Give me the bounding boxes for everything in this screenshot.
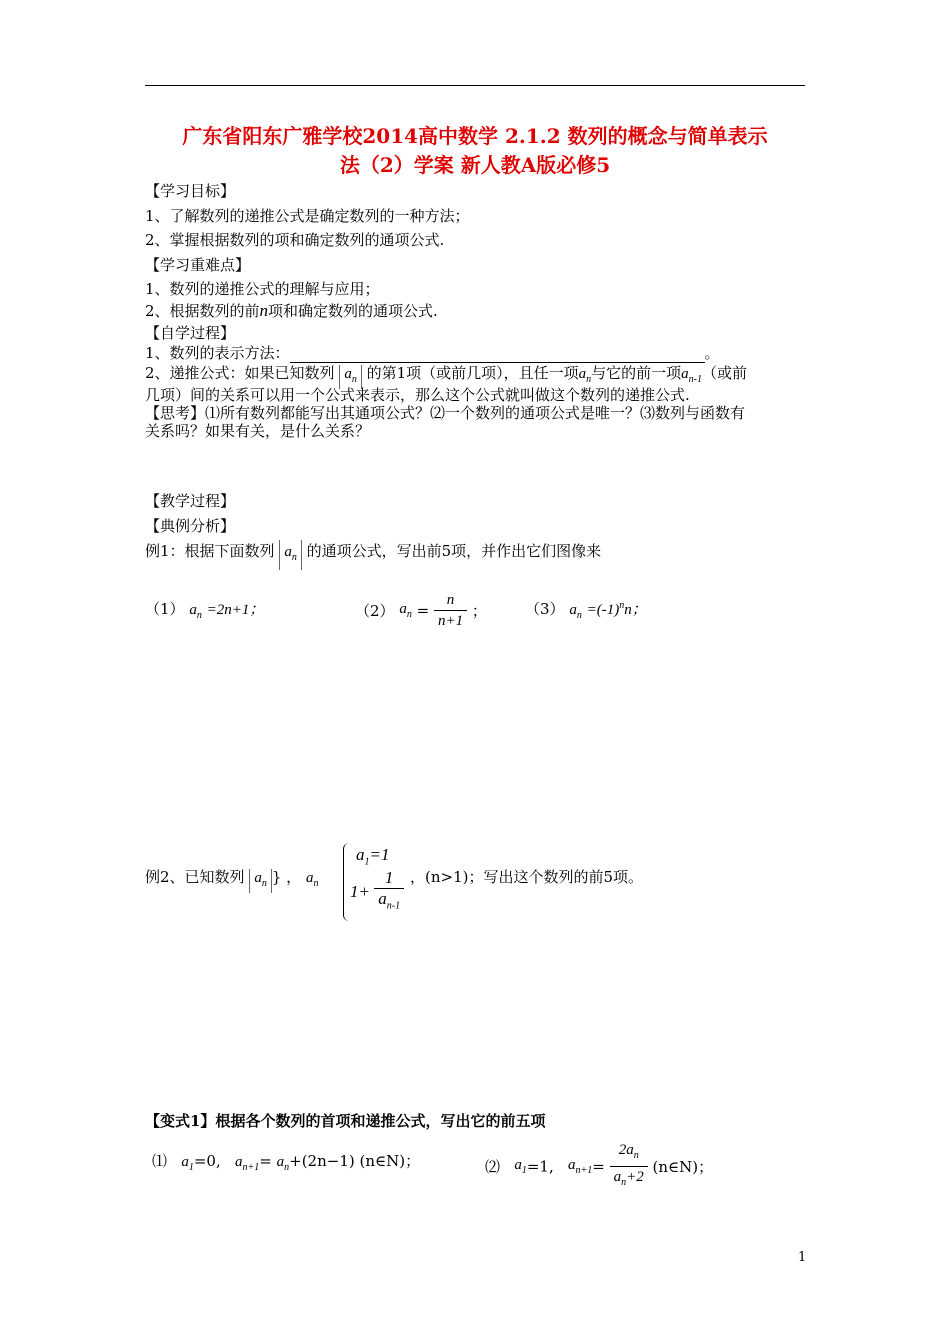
example-2-text: 例2、已知数列 $a_n$ } ， $a_n$	[145, 866, 318, 893]
variant-1-part2: ⑵ $a_1=1$, $a_{n+1}=$ $\frac{2a_n}{a_n+2}$ (n∈N)；	[485, 1142, 714, 1188]
keypoint-1: 1、数列的递推公式的理解与应用；	[145, 280, 380, 298]
variant-1-part1: ⑴ $a_1=0$, $a_{n+1}= a_n+(2n-1)$ (n∈N)；	[152, 1152, 421, 1173]
section-teaching-heading: 【教学过程】	[145, 492, 236, 510]
piecewise-case-1: $a_1=1$	[356, 845, 390, 868]
piecewise-case-2: 1+ $\frac{1}{a_{n-1}}$	[350, 868, 404, 916]
selfstudy-2-line1: 2、递推公式：如果已知数列 $a_n$ 的第1项（或前几项），且任一项$a_n$与它的前一项$a_{n-1}$（或前	[145, 362, 747, 389]
doc-title-line2: 法（2）学案 新人教A版必修5	[339, 153, 611, 177]
sequence-symbol: $a_n$	[279, 540, 302, 570]
section-examples-heading: 【典例分析】	[145, 517, 236, 535]
selfstudy-2-line2: 几项）间的关系可以用一个公式来表示，那么这个公式就叫做这个数列的递推公式.	[145, 386, 690, 404]
sequence-symbol: $a_n$	[339, 365, 362, 389]
sequence-symbol: $a_n$	[249, 869, 272, 893]
goal-2: 2、掌握根据数列的项和确定数列的通项公式.	[145, 231, 445, 249]
example-1-part3: （3） $a_n =(-1)^nn$；	[525, 600, 647, 621]
think-line1: 【思考】⑴所有数列都能写出其通项公式？⑵一个数列的通项公式是唯一？⑶数列与函数有	[145, 404, 746, 422]
section-goals-heading: 【学习目标】	[145, 182, 236, 200]
example-2-tail: ，(n>1)；写出这个数列的前5项。	[410, 868, 644, 886]
think-line2: 关系吗？如果有关，是什么关系？	[145, 422, 371, 440]
goal-1: 1、了解数列的递推公式是确定数列的一种方法；	[145, 207, 470, 225]
blank-line[interactable]	[290, 348, 705, 363]
page-number: 1	[798, 1250, 807, 1265]
selfstudy-1: 1、数列的表示方法： 。	[145, 344, 720, 362]
keypoint-2: 2、根据数列的前n项和确定数列的通项公式.	[145, 301, 438, 320]
example-1-part2: （2） $a_n$ = $\frac{n}{n+1}$ ；	[355, 592, 487, 629]
example-1-part1: （1） $a_n =2n+1$；	[145, 600, 265, 621]
header-rule	[145, 85, 805, 86]
doc-title-line1: 广东省阳东广雅学校2014高中数学 2.1.2 数列的概念与简单表示	[182, 124, 768, 148]
section-selfstudy-heading: 【自学过程】	[145, 324, 236, 342]
section-keypoints-heading: 【学习重难点】	[145, 256, 251, 274]
variant-1-heading: 【变式1】根据各个数列的首项和递推公式，写出它的前五项	[145, 1112, 546, 1130]
example-1-text: 例1：根据下面数列 $a_n$ 的通项公式，写出前5项，并作出它们图像来	[145, 540, 601, 570]
